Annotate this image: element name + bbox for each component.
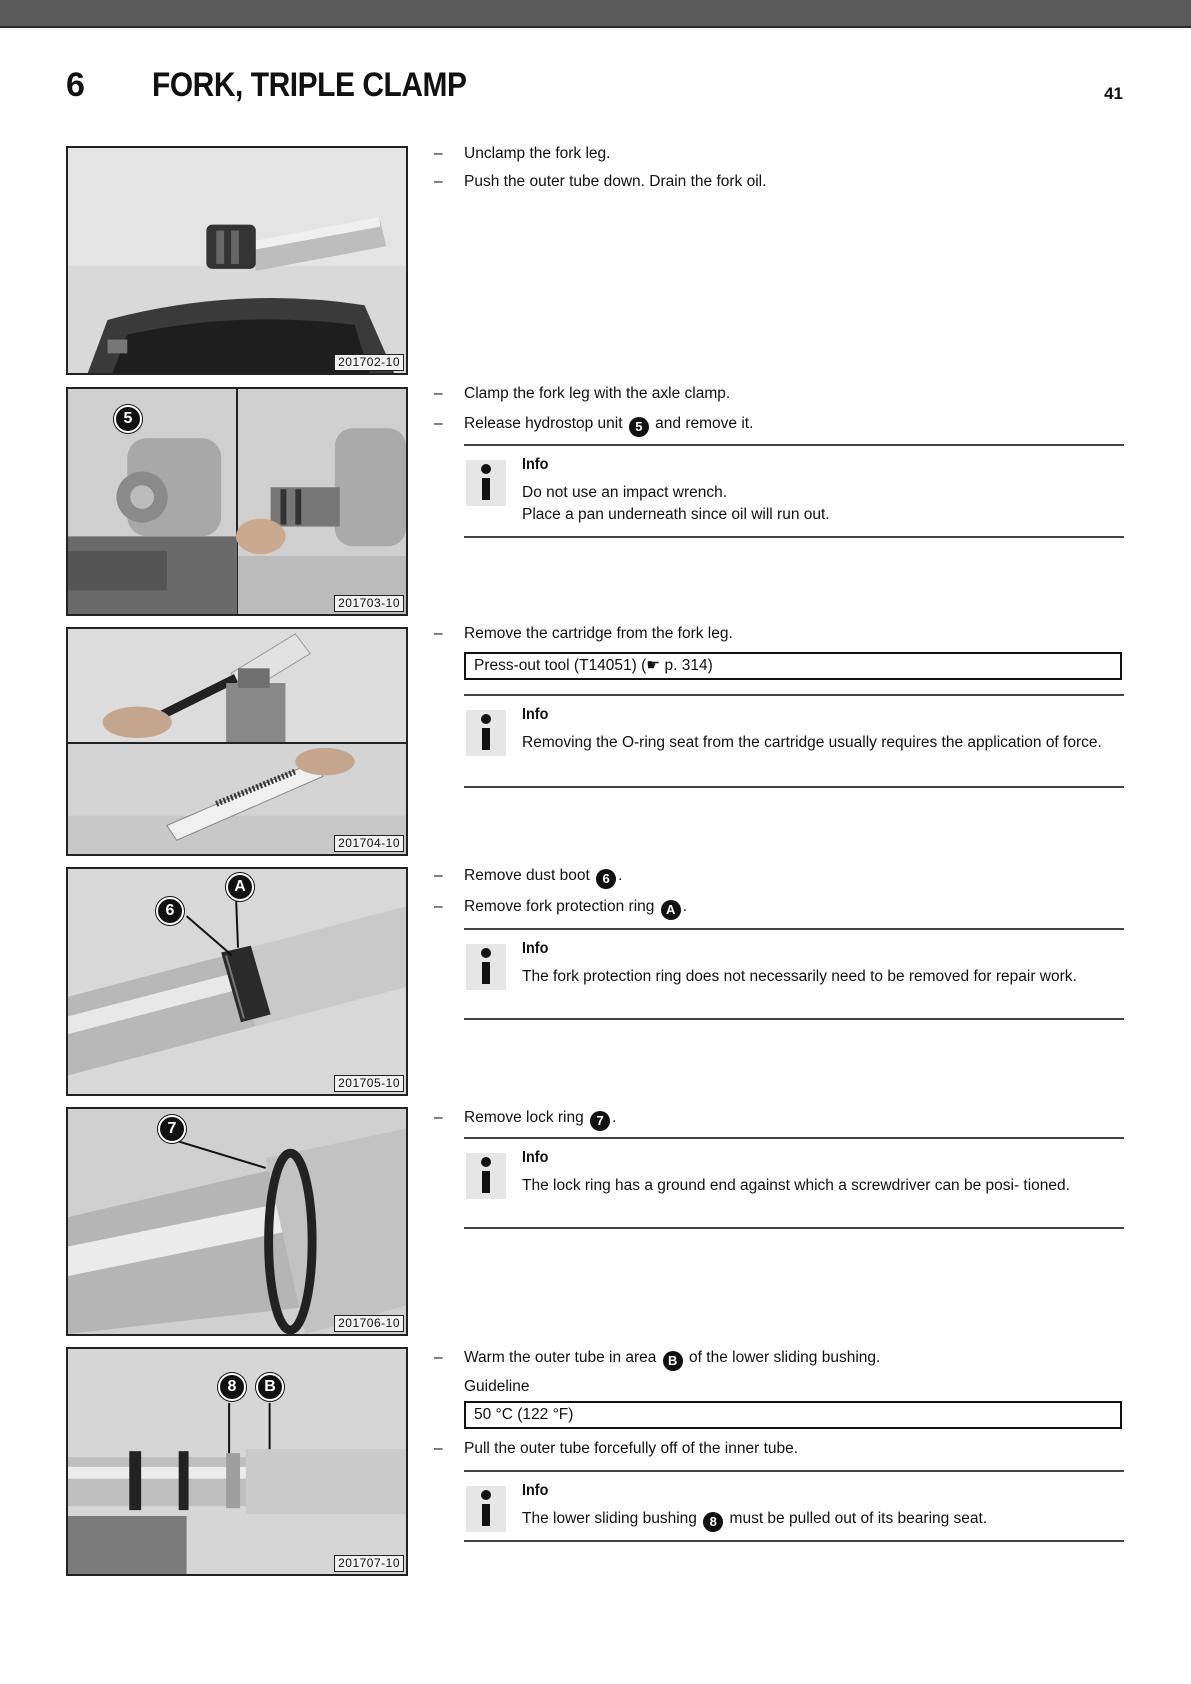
info-icon: [466, 1153, 506, 1199]
info-text: Removing the O-ring seat from the cartridge usually requires the application of force.: [522, 734, 1102, 751]
step-text: Pull the outer tube forcefully off of the inner tube.: [464, 1440, 799, 1457]
step-text: Remove lock ring 7 .: [464, 1108, 616, 1131]
info-box: [464, 444, 1124, 538]
step-text: Clamp the fork leg with the axle clamp.: [464, 385, 731, 402]
info-icon: [466, 460, 506, 506]
figure-sliding-bushing: [66, 1347, 408, 1576]
step-text: Remove dust boot 6 .: [464, 866, 622, 889]
info-text: The lock ring has a ground end against which a screwdriver can be posi- tioned.: [522, 1177, 1070, 1194]
ref-callout: 8: [703, 1512, 723, 1532]
top-bar: [0, 0, 1191, 28]
info-box: [464, 1470, 1124, 1542]
guideline-label: Guideline: [464, 1378, 530, 1395]
callout-6: 6: [156, 897, 184, 925]
info-title: Info: [522, 940, 549, 957]
figure-hydrostop: [66, 387, 408, 616]
ref-callout: 6: [596, 869, 616, 889]
chapter-title: FORK, TRIPLE CLAMP: [152, 66, 467, 104]
step-text: Remove the cartridge from the fork leg.: [464, 625, 733, 642]
info-text: The fork protection ring does not necessarily need to be removed for repair work.: [522, 968, 1077, 985]
page-number: 41: [1104, 84, 1123, 103]
figure-id: 201705-10: [334, 1075, 404, 1092]
callout-5: 5: [114, 405, 142, 433]
figure-cartridge: [66, 627, 408, 856]
info-title: Info: [522, 1149, 549, 1166]
figure-id: 201703-10: [334, 595, 404, 612]
callout-8: 8: [218, 1373, 246, 1401]
info-box: [464, 1137, 1124, 1229]
step-text: Warm the outer tube in area B of the lower sliding bushing.: [464, 1348, 880, 1371]
info-text: Do not use an impact wrench. Place a pan underneath since oil will run out.: [522, 484, 830, 523]
info-title: Info: [522, 456, 549, 473]
callout-A: A: [226, 873, 254, 901]
step-text: Push the outer tube down. Drain the fork oil.: [464, 173, 767, 190]
info-title: Info: [522, 1482, 549, 1499]
figure-fork-drain: [66, 146, 408, 375]
step-text: Remove fork protection ring A .: [464, 897, 687, 920]
callout-B: B: [256, 1373, 284, 1401]
step-text: Unclamp the fork leg.: [464, 145, 611, 162]
figure-id: 201704-10: [334, 835, 404, 852]
info-icon: [466, 1486, 506, 1532]
guideline-box: 50 °C (122 °F): [464, 1401, 1122, 1429]
figure-id: 201702-10: [334, 354, 404, 371]
figure-lock-ring: [66, 1107, 408, 1336]
ref-callout: B: [663, 1351, 683, 1371]
info-icon: [466, 944, 506, 990]
info-title: Info: [522, 706, 549, 723]
info-box: [464, 694, 1124, 788]
ref-callout: A: [661, 900, 681, 920]
step-text: Release hydrostop unit 5 and remove it.: [464, 414, 753, 437]
info-text: The lower sliding bushing 8 must be pulled out of its bearing seat.: [522, 1508, 1122, 1532]
figure-id: 201706-10: [334, 1315, 404, 1332]
info-box: [464, 928, 1124, 1020]
chapter-number: 6: [66, 66, 85, 104]
figure-id: 201707-10: [334, 1555, 404, 1572]
info-icon: [466, 710, 506, 756]
ref-callout: 7: [590, 1111, 610, 1131]
figure-dust-boot: [66, 867, 408, 1096]
ref-callout: 5: [629, 417, 649, 437]
callout-7: 7: [158, 1115, 186, 1143]
tool-box: Press-out tool (T14051) (☛ p. 314): [464, 652, 1122, 680]
